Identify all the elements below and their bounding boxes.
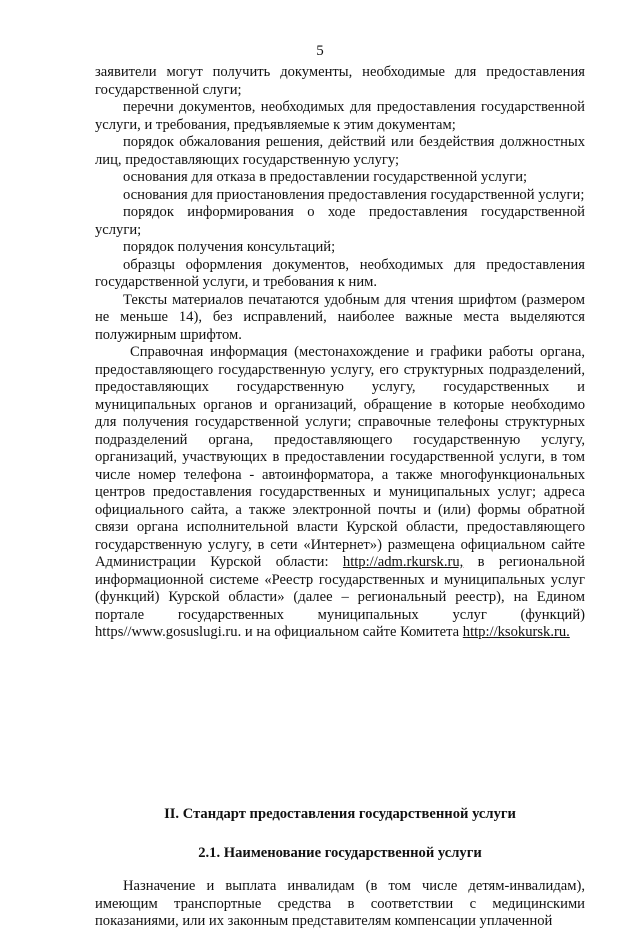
paragraph-4: основания для отказа в предоставлении государственной услуги; — [123, 169, 528, 185]
paragraph-1: заявители могут получить документы, необходимые для предоставления государственной слуги; — [95, 64, 585, 98]
committee-site-link[interactable]: http://ksokursk.ru. — [462, 624, 570, 640]
paragraph-2: перечни документов, необходимых для предоставления государственной услуги, и требования, предъявляемые к этим документам; — [95, 99, 585, 133]
last-paragraph: Назначение и выплата инвалидам (в том числе детям-инвалидам), имеющим транспортные средства в соответствии с медицинскими показаниями, или их законным представителям компенсации уплаченной — [95, 878, 585, 929]
page-number: 5 — [316, 43, 324, 59]
subsection-heading: 2.1. Наименование государственной услуги — [198, 845, 482, 861]
paragraph-3: порядок обжалования решения, действий или бездействия должностных лиц, предоставляющих государственную услугу; — [95, 134, 585, 168]
paragraph-5: основания для приостановления предоставления государственной услуги; — [123, 186, 585, 203]
info-paragraph-text-2: в региональной информационной системе «Реестр государственных и муниципальных услуг (функций) Курской области» (далее – региональный реестр), на Едином портале государственных муниципальных услуг (функций) https//www.gosuslugi.ru. и на официальном сайте Комитета — [95, 554, 585, 640]
paragraph-9: Тексты материалов печатаются удобным для чтения шрифтом (размером не меньше 14), без исправлений, наиболее важные места выделяются полужирным шрифтом. — [95, 291, 585, 343]
admin-site-link[interactable]: http://adm.rkursk.ru, — [342, 554, 464, 570]
body-text — [95, 64, 585, 642]
section-heading: II. Стандарт предоставления государственной услуги — [164, 806, 516, 822]
info-paragraph — [95, 344, 585, 642]
bottom-text — [95, 878, 585, 931]
paragraph-7: порядок получения консультаций; — [123, 239, 336, 255]
paragraph-6: порядок информирования о ходе предоставления государственной услуги; — [95, 204, 585, 238]
paragraph-8: образцы оформления документов, необходимых для предоставления государственной услуги, и требования к ним. — [95, 256, 585, 290]
info-paragraph-text-1: Справочная информация (местонахождение и графики работы органа, предоставляющего государственную услугу, его структурных подразделений, предоставляющих государственную услугу, государственных и муниципальных органов и организаций, обращение в которые необходимо для получения государственной услуги; справочные телефоны структурных подразделений органа, предоставляющего государственную услугу, организаций, участвующих в предоставлении государственной услуги, в том числе номер телефона - автоинформатора, а также многофункциональных центров предоставления государственных и муниципальных услуг; адреса официального сайта, а также электронной почты и (или) формы обратной связи органа исполнительной власти Курской области, предоставляющего государственную услугу, в сети «Интернет») размещена официальном сайте Администрации Курской области: — [95, 344, 585, 570]
